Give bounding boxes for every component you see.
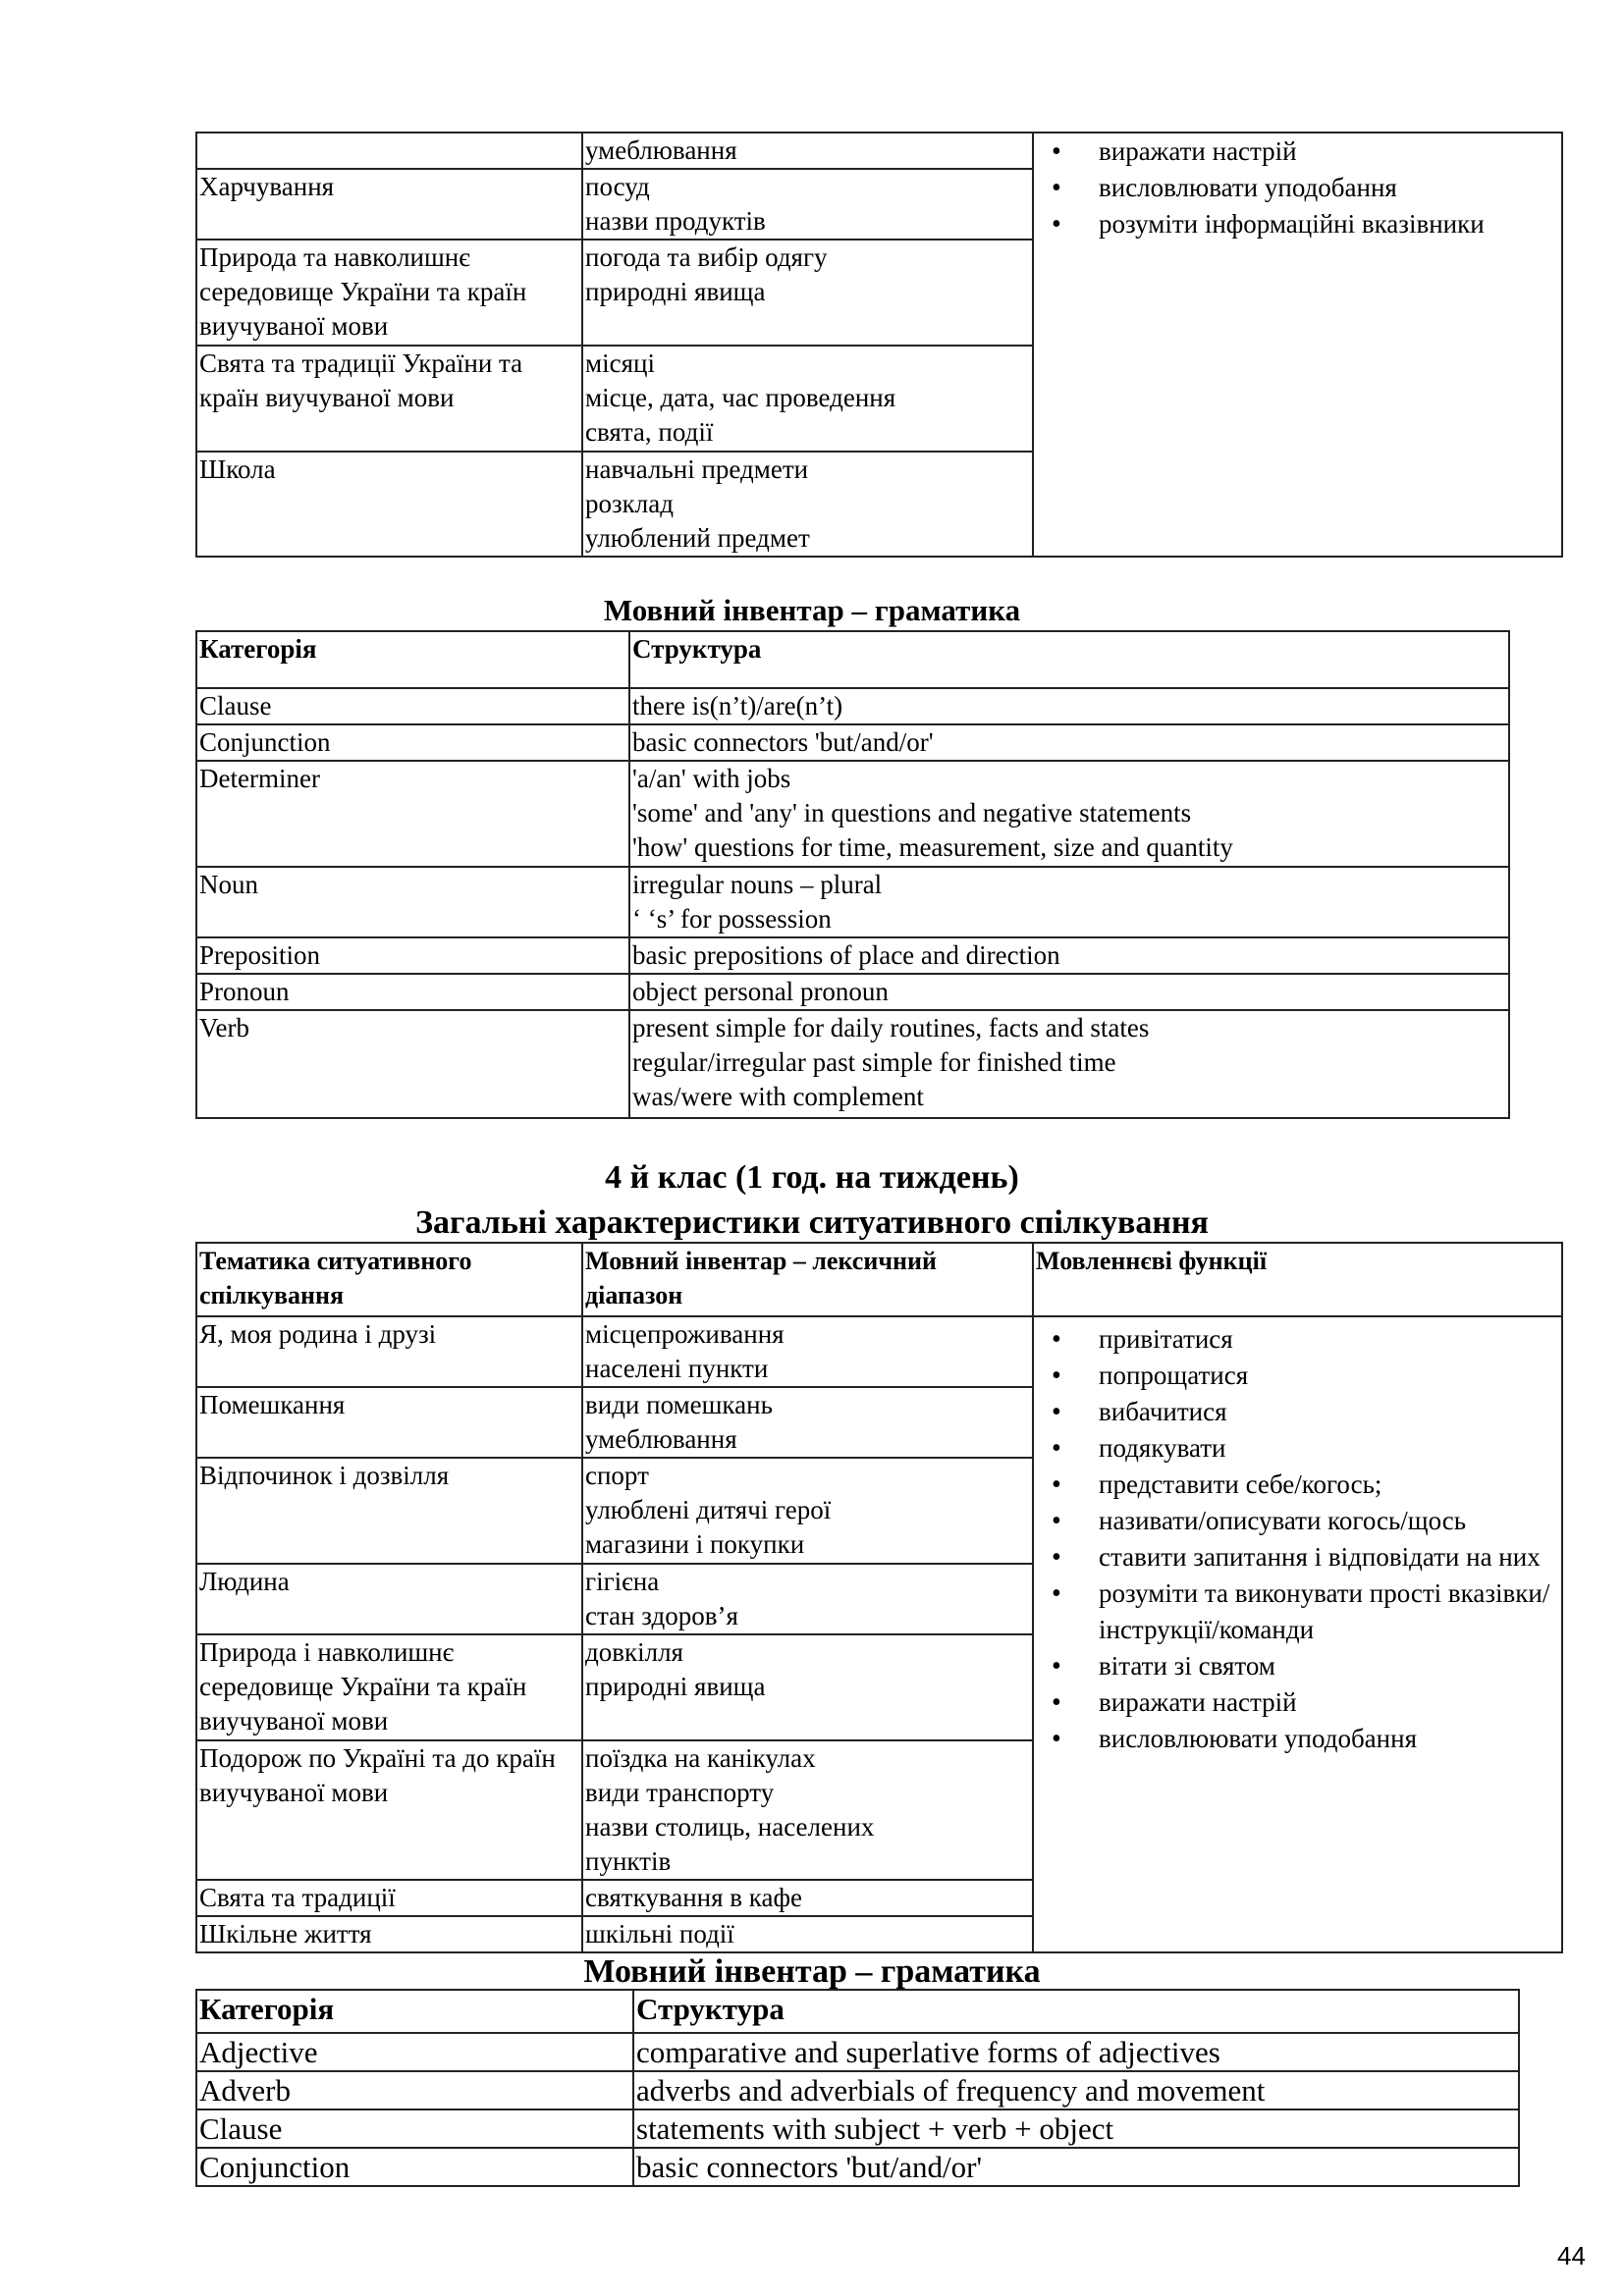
topic-cell: Свята та традиції bbox=[196, 1880, 582, 1916]
table-header-row bbox=[196, 631, 1509, 688]
category-cell: Noun bbox=[196, 867, 629, 937]
grade-subtitle: Загальні характеристики ситуативного спілкування bbox=[415, 1204, 1209, 1241]
category-cell: Clause bbox=[196, 2109, 633, 2148]
structure-cell: basic prepositions of place and direction bbox=[629, 937, 1509, 974]
category-cell: Clause bbox=[196, 688, 629, 724]
topic-cell: Відпочинок і дозвілля bbox=[196, 1458, 582, 1564]
table-row bbox=[196, 724, 1509, 761]
grade-title: 4 й клас (1 год. на тиждень) bbox=[605, 1159, 1019, 1196]
structure-cell: basic connectors 'but/and/or' bbox=[629, 724, 1509, 761]
structure-cell: object personal pronoun bbox=[629, 974, 1509, 1010]
lexis-cell: посуд назви продуктів bbox=[582, 169, 1033, 240]
list-item: • висловлюювати уподобання bbox=[1036, 1721, 1559, 1757]
table-row bbox=[196, 867, 1509, 937]
list-item: • розуміти інформаційні вказівники bbox=[1036, 206, 1559, 242]
table-row bbox=[196, 688, 1509, 724]
table-header-row bbox=[196, 1990, 1519, 2033]
lexis-cell: погода та вибір одягу природні явища bbox=[582, 240, 1033, 346]
category-cell: Conjunction bbox=[196, 724, 629, 761]
table-row bbox=[196, 937, 1509, 974]
category-header: Категорія bbox=[196, 1990, 633, 2033]
category-cell: Adjective bbox=[196, 2033, 633, 2071]
structure-cell: present simple for daily routines, facts and states regular/irregular past simple for finished time was/were with complement bbox=[629, 1010, 1509, 1118]
structure-cell: statements with subject + verb + object bbox=[633, 2109, 1519, 2148]
list-item: • привітатися bbox=[1036, 1321, 1559, 1358]
speech-functions-list bbox=[1036, 133, 1559, 242]
speech-functions-list bbox=[1036, 1321, 1559, 1757]
lexis-header: Мовний інвентар – лексичний діапазон bbox=[582, 1243, 1033, 1316]
list-item: • представити себе/когось; bbox=[1036, 1467, 1559, 1503]
category-cell: Adverb bbox=[196, 2071, 633, 2109]
lexis-cell: навчальні предмети розклад улюблений предмет bbox=[582, 452, 1033, 557]
table-row bbox=[196, 974, 1509, 1010]
list-item: • подякувати bbox=[1036, 1430, 1559, 1467]
category-cell: Conjunction bbox=[196, 2148, 633, 2186]
structure-header: Структура bbox=[633, 1990, 1519, 2033]
table-row bbox=[196, 2148, 1519, 2186]
speech-functions-cell bbox=[1033, 1316, 1562, 1952]
category-cell: Preposition bbox=[196, 937, 629, 974]
topic-cell: Шкільне життя bbox=[196, 1916, 582, 1952]
lexis-cell: місяці місце, дата, час проведення свята, події bbox=[582, 346, 1033, 452]
topic-cell: Свята та традиції України та країн виучуваної мови bbox=[196, 346, 582, 452]
speech-functions-cell bbox=[1033, 133, 1562, 557]
structure-cell: there is(n’t)/are(n’t) bbox=[629, 688, 1509, 724]
list-item: • виражати настрій bbox=[1036, 133, 1559, 170]
category-cell: Pronoun bbox=[196, 974, 629, 1010]
list-item: • називати/описувати когось/щось bbox=[1036, 1503, 1559, 1539]
functions-header: Мовленнєві функції bbox=[1033, 1243, 1562, 1316]
topics-table-continued bbox=[195, 132, 1563, 558]
grammar-table-2 bbox=[195, 1989, 1520, 2187]
grade4-topics-table bbox=[195, 1242, 1563, 1953]
structure-cell: 'a/an' with jobs 'some' and 'any' in questions and negative statements 'how' questions for time, measurement, size and quantity bbox=[629, 761, 1509, 867]
list-item: • вибачитися bbox=[1036, 1394, 1559, 1430]
list-item: • ставити запитання і відповідати на них bbox=[1036, 1539, 1559, 1575]
lexis-cell: гігієна стан здоров’я bbox=[582, 1564, 1033, 1634]
category-header: Категорія bbox=[196, 631, 629, 688]
table-row bbox=[196, 2033, 1519, 2071]
list-item: • розуміти та виконувати прості вказівки/інструкції/команди bbox=[1036, 1575, 1559, 1648]
grammar-table-1 bbox=[195, 630, 1510, 1119]
lexis-cell: види помешкань умеблювання bbox=[582, 1387, 1033, 1458]
lexis-cell: шкільні події bbox=[582, 1916, 1033, 1952]
structure-cell: basic connectors 'but/and/or' bbox=[633, 2148, 1519, 2186]
topic-cell: Я, моя родина і друзі bbox=[196, 1316, 582, 1387]
grammar-heading-2: Мовний інвентар – граматика bbox=[583, 1953, 1041, 1990]
topic-cell bbox=[196, 133, 582, 169]
list-item: • вітати зі святом bbox=[1036, 1648, 1559, 1684]
list-item: • виражати настрій bbox=[1036, 1684, 1559, 1721]
table-row bbox=[196, 133, 1562, 169]
table-row bbox=[196, 761, 1509, 867]
topic-cell: Природа та навколишнє середовище України та країн виучуваної мови bbox=[196, 240, 582, 346]
category-cell: Verb bbox=[196, 1010, 629, 1118]
lexis-cell: довкілля природні явища bbox=[582, 1634, 1033, 1740]
topic-header: Тематика ситуативного спілкування bbox=[196, 1243, 582, 1316]
structure-header: Структура bbox=[629, 631, 1509, 688]
table-header-row bbox=[196, 1243, 1562, 1316]
structure-cell: adverbs and adverbials of frequency and movement bbox=[633, 2071, 1519, 2109]
lexis-cell: спорт улюблені дитячі герої магазини і покупки bbox=[582, 1458, 1033, 1564]
list-item: • висловлювати уподобання bbox=[1036, 170, 1559, 206]
lexis-cell: святкування в кафе bbox=[582, 1880, 1033, 1916]
topic-cell: Харчування bbox=[196, 169, 582, 240]
list-item: • попрощатися bbox=[1036, 1358, 1559, 1394]
lexis-cell: місцепроживання населені пункти bbox=[582, 1316, 1033, 1387]
lexis-cell: поїздка на канікулах види транспорту назви столиць, населених пунктів bbox=[582, 1740, 1033, 1880]
table-row bbox=[196, 1010, 1509, 1118]
topic-cell: Природа і навколишнє середовище України та країн виучуваної мови bbox=[196, 1634, 582, 1740]
table-row bbox=[196, 1316, 1562, 1387]
table-row bbox=[196, 2071, 1519, 2109]
table-row bbox=[196, 2109, 1519, 2148]
topic-cell: Помешкання bbox=[196, 1387, 582, 1458]
lexis-cell: умеблювання bbox=[582, 133, 1033, 169]
topic-cell: Подорож по Україні та до країн виучуваної мови bbox=[196, 1740, 582, 1880]
structure-cell: irregular nouns – plural ‘ ‘s’ for possession bbox=[629, 867, 1509, 937]
grammar-heading-1: Мовний інвентар – граматика bbox=[603, 593, 1021, 627]
category-cell: Determiner bbox=[196, 761, 629, 867]
topic-cell: Школа bbox=[196, 452, 582, 557]
structure-cell: comparative and superlative forms of adjectives bbox=[633, 2033, 1519, 2071]
topic-cell: Людина bbox=[196, 1564, 582, 1634]
page-number: 44 bbox=[1557, 2241, 1586, 2270]
